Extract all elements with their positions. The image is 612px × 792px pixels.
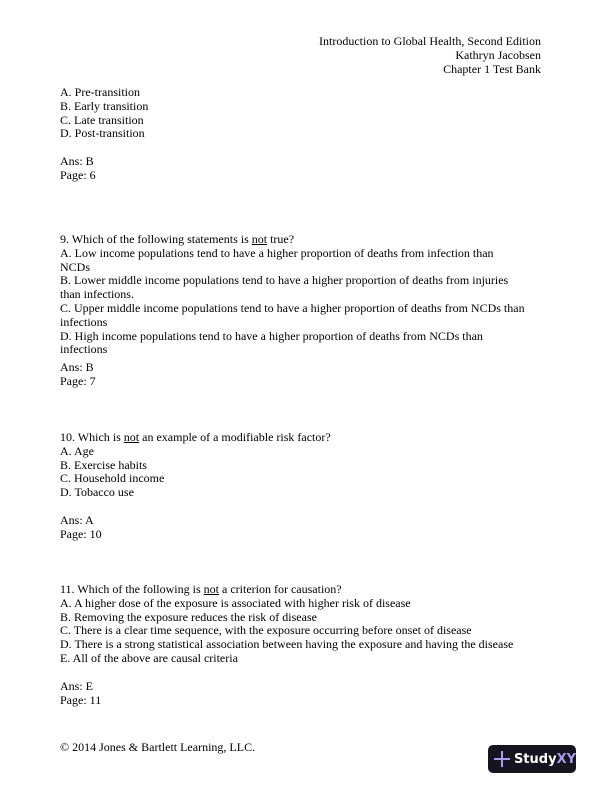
stem-text: 9. Which of the following statements is: [60, 232, 252, 246]
option: A. Age: [60, 443, 94, 458]
page-header: [319, 35, 541, 76]
logo-accent: XY: [556, 751, 576, 767]
option: D. High income populations tend to have a higher proportion of deaths from NCDs than: [60, 328, 483, 343]
option: D. There is a strong statistical association between having the exposure and having the disease: [60, 637, 514, 652]
option-cont: infections: [60, 314, 108, 329]
author: Kathryn Jacobsen: [455, 47, 541, 62]
stem-text: true?: [267, 232, 295, 246]
answer: Ans: B: [60, 360, 94, 374]
question-9: [60, 233, 525, 357]
option: D. Tobacco use: [60, 485, 134, 500]
q9-answer: [60, 361, 96, 389]
q8-answer: [60, 155, 96, 183]
option: E. All of the above are causal criteria: [60, 650, 238, 665]
copyright: © 2014 Jones & Bartlett Learning, LLC.: [60, 740, 256, 754]
option: B. Lower middle income populations tend to have a higher proportion of deaths from injuries: [60, 273, 509, 288]
answer: Ans: B: [60, 154, 94, 168]
q11-answer: [60, 680, 101, 708]
stem-emphasis: not: [251, 232, 268, 246]
logo-text: Study: [513, 751, 557, 767]
stem-text: an example of a modifiable risk factor?: [139, 430, 331, 444]
option: D. Post-transition: [60, 126, 145, 141]
option: A. Pre-transition: [60, 85, 140, 99]
chapter: Chapter 1 Test Bank: [443, 61, 541, 76]
option: A. A higher dose of the exposure is associated with higher risk of disease: [60, 595, 411, 610]
book-title: Introduction to Global Health, Second Edition: [319, 34, 541, 48]
question-11: [60, 583, 513, 666]
q8-options: [60, 86, 148, 141]
question-stem: [60, 233, 525, 247]
page-ref: Page: 11: [60, 692, 102, 707]
question-stem: [60, 583, 513, 597]
option: C. Household income: [60, 471, 165, 486]
option: B. Removing the exposure reduces the risk of disease: [60, 609, 317, 624]
page-ref: Page: 6: [60, 167, 96, 182]
answer: Ans: E: [60, 679, 93, 693]
option: B. Early transition: [60, 98, 149, 113]
stem-text: 10. Which is: [60, 430, 124, 444]
page-ref: Page: 10: [60, 526, 102, 541]
option-cont: NCDs: [60, 259, 91, 274]
q10-answer: [60, 514, 102, 542]
stem-text: a criterion for causation?: [219, 582, 342, 596]
page-ref: Page: 7: [60, 373, 96, 388]
option-cont: than infections.: [60, 287, 134, 302]
answer: Ans: A: [60, 513, 94, 527]
stem-text: 11. Which of the following is: [60, 582, 204, 596]
stem-emphasis: not: [203, 582, 219, 596]
option: A. Low income populations tend to have a higher proportion of deaths from infection than: [60, 245, 494, 260]
option: B. Exercise habits: [60, 457, 147, 472]
option: C. Upper middle income populations tend to have a higher proportion of deaths from NCDs than: [60, 300, 525, 315]
stem-emphasis: not: [123, 430, 140, 444]
option: C. Late transition: [60, 112, 144, 127]
question-10: [60, 431, 331, 500]
studyxy-logo[interactable]: [488, 745, 576, 773]
question-stem: [60, 431, 331, 445]
plus-icon: [494, 751, 508, 767]
option: C. There is a clear time sequence, with the exposure occurring before onset of disease: [60, 623, 472, 638]
option-cont: infections: [60, 342, 108, 357]
